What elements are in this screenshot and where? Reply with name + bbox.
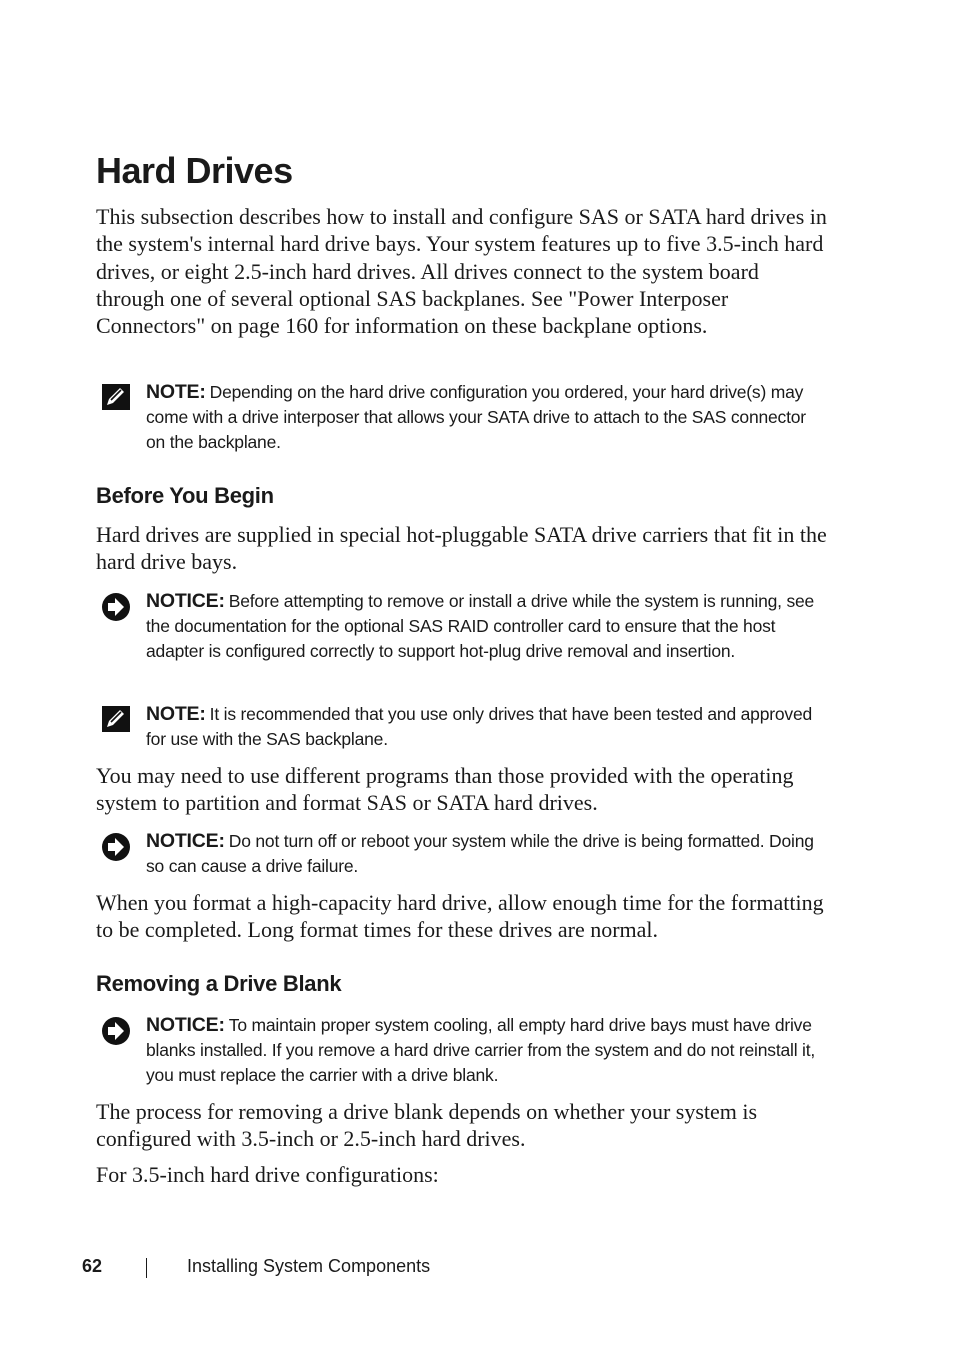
note-label: NOTE:: [146, 703, 206, 725]
paragraph-blank-process: The process for removing a drive blank depends on whether your system is configured with 3.5-inch or 2.5-inch hard drives.: [96, 1099, 758, 1152]
notice-hot-plug: [96, 589, 831, 664]
note-pencil-icon: [102, 706, 130, 732]
notice-text: Do not turn off or reboot your system while the drive is being formatted. Doing so can cause a drive failure.: [146, 831, 814, 876]
notice-label: NOTICE:: [146, 830, 225, 852]
notice-text: To maintain proper system cooling, all empty hard drive bays must have drive blanks installed. If you remove a hard drive carrier from the system and do not reinstall it, you must replace the carrier with a drive blank.: [146, 1015, 816, 1085]
footer-separator: [146, 1258, 147, 1278]
intro-paragraph: This subsection describes how to install and configure SAS or SATA hard drives in the system's internal hard drive bays. Your system features up to five 3.5-inch hard drives, or eight 2.5-inch hard drives. All drives connect to the system board through one of several optional SAS backplanes. See "Power Interposer Connectors" on page 160 for information on these backplane options.: [96, 204, 827, 339]
note-tested-drives: [96, 702, 831, 752]
notice-label: NOTICE:: [146, 590, 225, 612]
note-text: It is recommended that you use only drives that have been tested and approved for use with the SAS backplane.: [146, 704, 813, 749]
paragraph-3-5-inch-config: For 3.5-inch hard drive configurations:: [96, 1162, 439, 1187]
notice-cooling: [96, 1013, 831, 1088]
paragraph-programs: You may need to use different programs than those provided with the operating system to partition and format SAS or SATA hard drives.: [96, 763, 794, 816]
paragraph-format-time: When you format a high-capacity hard drive, allow enough time for the formatting to be completed. Long format times for these drives are normal.: [96, 890, 824, 943]
notice-arrow-icon: [102, 593, 130, 621]
section-heading-removing-drive-blank: Removing a Drive Blank: [96, 971, 342, 996]
notice-label: NOTICE:: [146, 1014, 225, 1036]
footer-section-title: Installing System Components: [187, 1256, 431, 1276]
page-number: 62: [82, 1256, 103, 1276]
paragraph-drive-carriers: Hard drives are supplied in special hot-pluggable SATA drive carriers that fit in the hard drive bays.: [96, 522, 827, 575]
page-title: Hard Drives: [96, 150, 293, 191]
note-hard-drive-interposer: [96, 380, 831, 455]
notice-arrow-icon: [102, 833, 130, 861]
note-text: Depending on the hard drive configuration you ordered, your hard drive(s) may come with a drive interposer that allows your SATA drive to attach to the SAS connector on the backplane.: [146, 382, 806, 452]
section-heading-before-you-begin: Before You Begin: [96, 483, 274, 508]
note-label: NOTE:: [146, 381, 206, 403]
notice-formatting: [96, 829, 831, 879]
notice-arrow-icon: [102, 1017, 130, 1045]
note-pencil-icon: [102, 384, 130, 410]
notice-text: Before attempting to remove or install a drive while the system is running, see the documentation for the optional SAS RAID controller card to ensure that the host adapter is configured correctly to support hot-plug drive removal and insertion.: [146, 591, 815, 661]
